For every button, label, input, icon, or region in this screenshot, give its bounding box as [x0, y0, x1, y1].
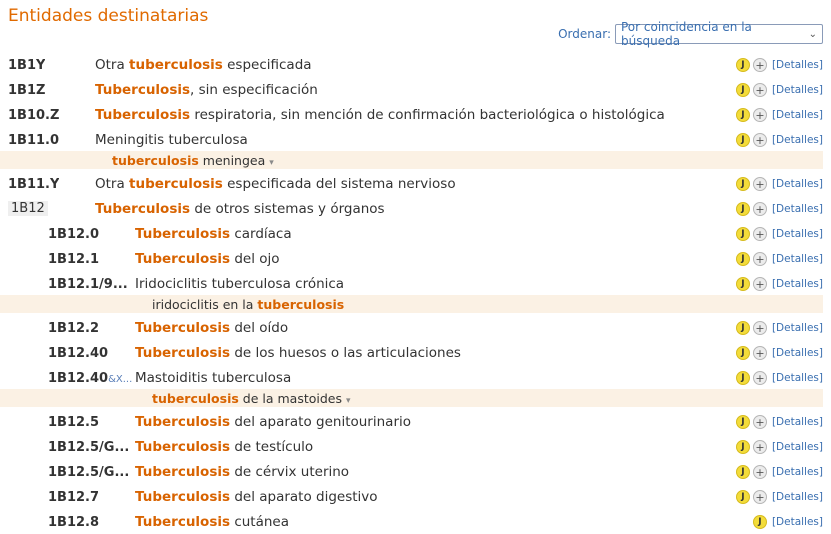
j-badge-icon[interactable]: J — [736, 440, 750, 454]
title-highlight: Tuberculosis — [135, 345, 231, 361]
synonym-highlight: tuberculosis — [112, 153, 199, 168]
row-actions — [736, 58, 823, 72]
entity-title[interactable] — [95, 201, 385, 217]
sort-control — [558, 20, 823, 48]
synonym-pre: iridociclitis en la — [152, 297, 258, 312]
entity-code-text: 1B12.1 — [48, 252, 100, 267]
sort-label: Ordenar: — [558, 27, 611, 41]
entity-row[interactable] — [0, 271, 831, 315]
entity-code[interactable] — [48, 321, 99, 336]
entity-title[interactable] — [135, 276, 344, 292]
plus-icon[interactable]: + — [753, 133, 767, 147]
j-badge-icon[interactable]: J — [736, 277, 750, 291]
entity-code[interactable] — [8, 133, 59, 148]
entity-row[interactable] — [0, 246, 831, 271]
title-highlight: Tuberculosis — [135, 251, 231, 267]
row-actions — [753, 515, 823, 529]
entity-row[interactable] — [0, 315, 831, 340]
plus-icon[interactable]: + — [753, 415, 767, 429]
j-badge-icon[interactable]: J — [736, 252, 750, 266]
details-link[interactable]: [Detalles] — [771, 109, 823, 121]
entity-code[interactable] — [8, 201, 48, 216]
plus-icon[interactable]: + — [753, 83, 767, 97]
entity-title[interactable] — [95, 82, 318, 98]
plus-icon[interactable]: + — [753, 321, 767, 335]
row-actions — [736, 346, 823, 360]
title-highlight: Tuberculosis — [135, 439, 231, 455]
entity-code-text: 1B12.8 — [48, 515, 100, 530]
details-link[interactable]: [Detalles] — [771, 253, 823, 265]
entity-code-text: 1B12.2 — [48, 321, 100, 336]
page-title: Entidades destinatarias — [8, 6, 209, 26]
synonym-row — [0, 295, 823, 313]
entity-code[interactable] — [48, 277, 128, 292]
title-post: del oído — [230, 320, 289, 336]
entity-code[interactable] — [8, 177, 59, 192]
entity-title[interactable] — [135, 464, 349, 480]
details-link[interactable]: [Detalles] — [771, 416, 823, 428]
title-post: de testículo — [230, 439, 314, 455]
entity-code[interactable] — [48, 490, 99, 505]
row-actions — [736, 108, 823, 122]
entity-row[interactable] — [0, 102, 831, 127]
synonym-post: de la mastoides — [238, 391, 342, 406]
details-link[interactable]: [Detalles] — [771, 178, 823, 190]
details-link[interactable]: [Detalles] — [771, 516, 823, 528]
plus-icon[interactable]: + — [753, 202, 767, 216]
j-badge-icon[interactable]: J — [736, 465, 750, 479]
title-highlight: tuberculosis — [129, 57, 223, 73]
entity-code[interactable] — [48, 346, 108, 361]
title-highlight: Tuberculosis — [95, 107, 191, 123]
plus-icon[interactable]: + — [753, 227, 767, 241]
title-post: cutánea — [230, 514, 290, 530]
details-link[interactable]: [Detalles] — [771, 59, 823, 71]
j-badge-icon[interactable]: J — [736, 415, 750, 429]
synonym-text — [112, 153, 274, 168]
row-actions — [736, 133, 823, 147]
sort-select[interactable] — [615, 20, 823, 48]
title-post: del ojo — [230, 251, 280, 267]
entity-row[interactable] — [0, 340, 831, 365]
row-actions — [736, 252, 823, 266]
j-badge-icon[interactable]: J — [736, 108, 750, 122]
details-link[interactable]: [Detalles] — [771, 228, 823, 240]
details-link[interactable]: [Detalles] — [771, 491, 823, 503]
j-badge-icon[interactable]: J — [736, 371, 750, 385]
entity-code-text: 1B11.Y — [8, 177, 60, 192]
entity-code[interactable] — [48, 415, 99, 430]
entity-code-suffix: &X... — [108, 374, 133, 385]
caret-down-icon[interactable]: ▾ — [269, 158, 274, 168]
j-badge-icon[interactable]: J — [736, 490, 750, 504]
j-badge-icon[interactable]: J — [736, 321, 750, 335]
row-actions — [736, 177, 823, 191]
entity-code-text: 1B1Z — [8, 83, 46, 98]
plus-icon[interactable]: + — [753, 465, 767, 479]
entity-code-text: 1B12.5 — [48, 415, 100, 430]
title-highlight: Tuberculosis — [135, 489, 231, 505]
entity-row[interactable] — [0, 409, 831, 434]
plus-icon[interactable]: + — [753, 440, 767, 454]
title-post: del aparato digestivo — [230, 489, 378, 505]
j-badge-icon[interactable]: J — [736, 177, 750, 191]
entity-row[interactable] — [0, 52, 831, 77]
details-link[interactable]: [Detalles] — [771, 134, 823, 146]
entity-code[interactable] — [48, 371, 132, 386]
plus-icon[interactable]: + — [753, 177, 767, 191]
title-post: respiratoria, sin mención de confirmación bacteriológica o histológica — [190, 107, 665, 123]
title-post: del aparato genitourinario — [230, 414, 412, 430]
entity-row[interactable] — [0, 196, 831, 221]
plus-icon[interactable]: + — [753, 490, 767, 504]
entity-code-text: 1B12.5/G... — [48, 440, 130, 455]
row-actions — [736, 465, 823, 479]
entity-row[interactable] — [0, 434, 831, 459]
entity-code[interactable] — [48, 227, 99, 242]
entity-row[interactable] — [0, 127, 831, 171]
j-badge-icon[interactable]: J — [753, 515, 767, 529]
title-highlight: Tuberculosis — [135, 320, 231, 336]
title-post: de los huesos o las articulaciones — [230, 345, 461, 361]
synonym-row — [0, 151, 823, 169]
synonym-highlight: tuberculosis — [152, 391, 239, 406]
row-actions — [736, 83, 823, 97]
row-actions — [736, 321, 823, 335]
j-badge-icon[interactable]: J — [736, 346, 750, 360]
title-pre: Meningitis tuberculosa — [95, 132, 248, 148]
plus-icon[interactable]: + — [753, 108, 767, 122]
plus-icon[interactable]: + — [753, 252, 767, 266]
row-actions — [736, 415, 823, 429]
entity-code[interactable] — [8, 83, 45, 98]
details-link[interactable]: [Detalles] — [771, 347, 823, 359]
entity-code[interactable] — [48, 515, 99, 530]
synonym-post: meningea — [198, 153, 266, 168]
entity-code-text: 1B11.0 — [8, 133, 60, 148]
title-highlight: Tuberculosis — [135, 464, 231, 480]
details-link[interactable]: [Detalles] — [771, 441, 823, 453]
details-link[interactable]: [Detalles] — [771, 322, 823, 334]
title-post: especificada del sistema nervioso — [222, 176, 456, 192]
entity-row[interactable] — [0, 459, 831, 484]
title-highlight: Tuberculosis — [135, 414, 231, 430]
entity-title[interactable] — [95, 176, 456, 192]
sort-selected-value: Por coincidencia en la búsqueda — [621, 20, 752, 48]
synonym-highlight: tuberculosis — [257, 297, 345, 312]
title-highlight: Tuberculosis — [135, 514, 231, 530]
entity-code-text: 1B12.5/G... — [48, 465, 130, 480]
j-badge-icon[interactable]: J — [736, 227, 750, 241]
plus-icon[interactable]: + — [753, 58, 767, 72]
entity-code[interactable] — [48, 440, 129, 455]
entity-code-text: 1B12.40 — [48, 346, 109, 361]
j-badge-icon[interactable]: J — [736, 133, 750, 147]
title-post: de cérvix uterino — [230, 464, 350, 480]
title-post: especificada — [222, 57, 312, 73]
title-post: de otros sistemas y órganos — [190, 201, 385, 217]
entity-title[interactable] — [135, 251, 280, 267]
entity-row[interactable] — [0, 365, 831, 409]
title-post: , sin especificación — [190, 82, 318, 98]
details-link[interactable]: [Detalles] — [771, 84, 823, 96]
entity-code-text: 1B12.40 — [48, 371, 109, 386]
synonym-row — [0, 389, 823, 407]
details-link[interactable]: [Detalles] — [771, 203, 823, 215]
entity-title[interactable] — [135, 226, 292, 242]
details-link[interactable]: [Detalles] — [771, 466, 823, 478]
entity-code-text: 1B12.7 — [48, 490, 100, 505]
plus-icon[interactable]: + — [753, 277, 767, 291]
entity-code[interactable] — [48, 465, 129, 480]
details-link[interactable]: [Detalles] — [771, 372, 823, 384]
title-pre: Otra — [95, 57, 130, 73]
entity-code[interactable] — [8, 108, 59, 123]
plus-icon[interactable]: + — [753, 371, 767, 385]
entity-title[interactable] — [135, 489, 378, 505]
synonym-text — [152, 297, 344, 312]
row-actions — [736, 490, 823, 504]
entity-row[interactable] — [0, 484, 831, 509]
title-post: cardíaca — [230, 226, 292, 242]
row-actions — [736, 440, 823, 454]
row-actions — [736, 227, 823, 241]
title-pre: Mastoiditis tuberculosa — [135, 370, 292, 386]
row-actions — [736, 202, 823, 216]
entity-title[interactable] — [135, 439, 313, 455]
plus-icon[interactable]: + — [753, 346, 767, 360]
entity-code-text: 1B12.0 — [48, 227, 100, 242]
entity-code[interactable] — [8, 58, 45, 73]
entity-title[interactable] — [135, 414, 411, 430]
entity-title[interactable] — [95, 107, 665, 123]
entity-code[interactable] — [48, 252, 99, 267]
entity-row[interactable] — [0, 171, 831, 196]
caret-down-icon[interactable]: ▾ — [345, 396, 351, 406]
entity-code-text: 1B1Y — [8, 58, 46, 73]
entity-code-text: 1B10.Z — [8, 108, 60, 123]
entity-code-text: 1B12.1/9... — [48, 277, 128, 292]
chevron-down-icon: ⌄ — [808, 28, 817, 40]
j-badge-icon[interactable]: J — [736, 83, 750, 97]
row-actions — [736, 277, 823, 291]
entity-list — [0, 52, 831, 534]
entity-row[interactable] — [0, 509, 831, 534]
j-badge-icon[interactable]: J — [736, 58, 750, 72]
title-highlight: Tuberculosis — [95, 201, 191, 217]
title-pre: Otra — [95, 176, 130, 192]
entity-row[interactable] — [0, 77, 831, 102]
j-badge-icon[interactable]: J — [736, 202, 750, 216]
title-pre: Iridociclitis tuberculosa crónica — [135, 276, 345, 292]
entity-title[interactable] — [95, 57, 312, 73]
synonym-text — [152, 391, 351, 406]
title-highlight: Tuberculosis — [95, 82, 191, 98]
row-actions — [736, 371, 823, 385]
entity-code-text: 1B12 — [11, 201, 45, 216]
entity-title[interactable] — [135, 320, 288, 336]
entity-title[interactable] — [95, 132, 248, 148]
details-link[interactable]: [Detalles] — [771, 278, 823, 290]
entity-title[interactable] — [135, 345, 461, 361]
entity-row[interactable] — [0, 221, 831, 246]
title-highlight: tuberculosis — [129, 176, 223, 192]
entity-title[interactable] — [135, 514, 289, 530]
entity-title[interactable] — [135, 370, 291, 386]
title-highlight: Tuberculosis — [135, 226, 231, 242]
